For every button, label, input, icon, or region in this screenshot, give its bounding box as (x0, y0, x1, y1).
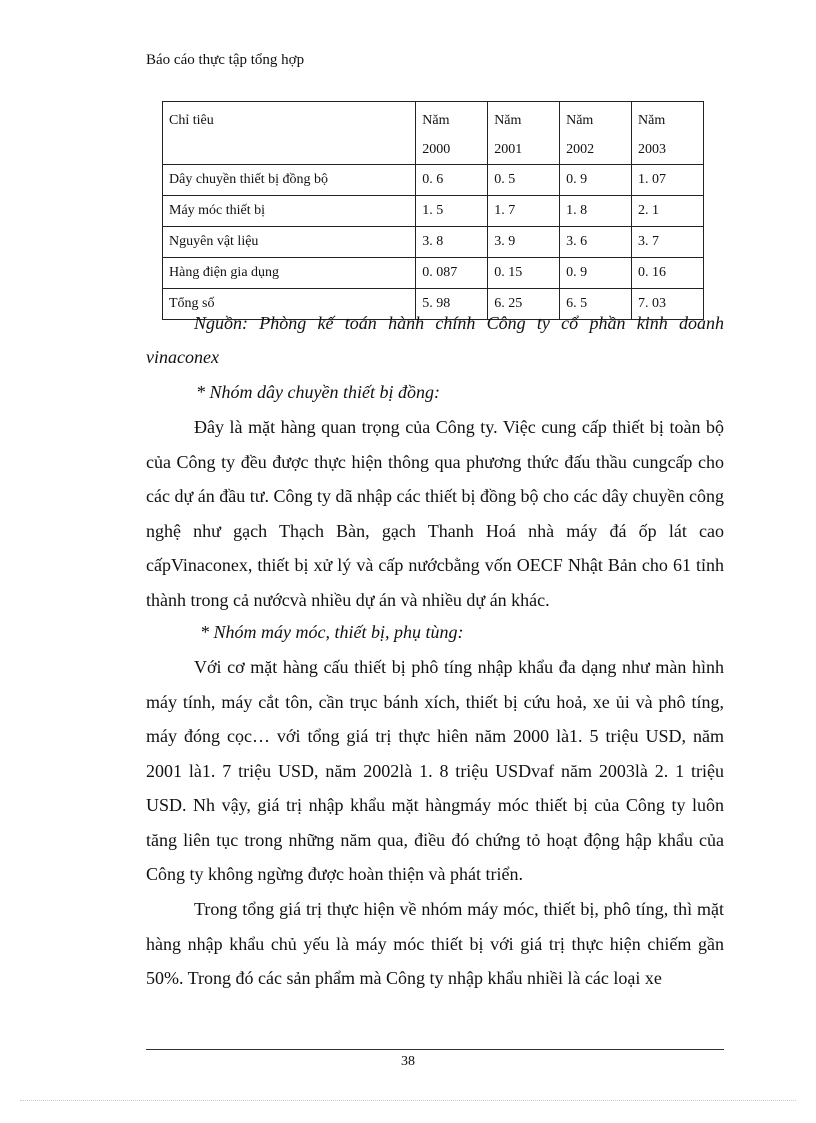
table-cell: 3. 7 (632, 227, 704, 258)
page-bottom-border (20, 1100, 796, 1101)
source-line-1: Nguồn: Phòng kế toán hành chính Công ty cổ phần kinh doanh (194, 313, 724, 333)
table-cell: 0. 087 (416, 258, 488, 289)
footer-divider (146, 1049, 724, 1050)
table-cell: 2. 1 (632, 196, 704, 227)
table-row (163, 227, 704, 258)
row-label: Nguyên vật liệu (163, 227, 416, 258)
source-line-2: vinaconex (146, 347, 219, 367)
table-cell: 5. 98 (416, 289, 488, 320)
table-row (163, 196, 704, 227)
row-label: Máy móc thiết bị (163, 196, 416, 227)
table-cell: 1. 5 (416, 196, 488, 227)
table-cell: 3. 9 (488, 227, 560, 258)
header-cell-indicator: Chỉ tiêu (163, 102, 416, 165)
table-cell: 0. 5 (488, 165, 560, 196)
table-cell: 0. 9 (560, 165, 632, 196)
row-label: Dây chuyền thiết bị đồng bộ (163, 165, 416, 196)
running-header: Báo cáo thực tập tổng hợp (146, 52, 305, 68)
table-cell: 1. 8 (560, 196, 632, 227)
paragraph-equipment-lines: Đây là mặt hàng quan trọng của Công ty. Việc cung cấp thiết bị toàn bộ của Công ty đều được thực hiện thông qua phương thức đấu thầu cungcấp cho các dự án đầu tư. Công ty dã nhập các thiết bị đồng bộ cho các dây chuyền công nghệ như gạch Thạch Bàn, gạch Thanh Hoá nhà máy đá ốp lát cao cấpVinaconex, thiết bị xử lý và cấp nướcbằng vốn OECF Nhật Bản cho 61 tỉnh thành trong cả nướcvà nhiều dự án và nhiều dự án khác. (146, 417, 724, 610)
paragraph-machinery: Với cơ mặt hàng cấu thiết bị phô tíng nhập khẩu đa dạng như màn hình máy tính, máy cắt tôn, cần trục bánh xích, thiết bị cứu hoả, xe ủi và phô tíng, máy đóng cọc… với tổng giá trị thực hiên năm 2000 là1. 5 triệu USD, năm 2001 là1. 7 triệu USD, năm 2002là 1. 8 triệu USDvaf năm 2003là 2. 1 triệu USD. Nh vậy, giá trị nhập khẩu mặt hàngmáy móc thiết bị của Công ty luôn tăng liên tục trong những năm qua, điều đó chứng tỏ hoạt động hập khẩu của Công ty không ngừng được hoàn thiện và phát triển. (146, 657, 724, 884)
table-cell: 0. 16 (632, 258, 704, 289)
table-row (163, 258, 704, 289)
table-cell: 6. 5 (560, 289, 632, 320)
table-cell: 6. 25 (488, 289, 560, 320)
section-heading-machinery: * Nhóm máy móc, thiết bị, phụ tùng: (200, 622, 464, 642)
header-cell-year: Năm 2001 (488, 102, 560, 165)
table-cell: 7. 03 (632, 289, 704, 320)
table-row (163, 165, 704, 196)
table-cell: 0. 15 (488, 258, 560, 289)
table-cell: 1. 7 (488, 196, 560, 227)
paragraph-machinery-share: Trong tổng giá trị thực hiện về nhóm máy móc, thiết bị, phô tíng, thì mặt hàng nhập khẩu chủ yếu là máy móc thiết bị với giá trị thực hiện chiếm gần 50%. Trong đó các sản phẩm mà Công ty nhập khẩu nhiềi là các loại xe (146, 899, 724, 988)
table-cell: 0. 6 (416, 165, 488, 196)
table-header-row (163, 102, 704, 165)
header-cell-year: Năm 2000 (416, 102, 488, 165)
header-cell-year: Năm 2002 (560, 102, 632, 165)
table-cell: 0. 9 (560, 258, 632, 289)
section-heading-equipment-lines: * Nhóm dây chuyền thiết bị đồng: (196, 382, 440, 402)
row-label: Tổng số (163, 289, 416, 320)
table-cell: 1. 07 (632, 165, 704, 196)
header-cell-year: Năm 2003 (632, 102, 704, 165)
import-value-table (162, 101, 704, 320)
table-cell: 3. 6 (560, 227, 632, 258)
table-cell: 3. 8 (416, 227, 488, 258)
row-label: Hàng điện gia dụng (163, 258, 416, 289)
page-number: 38 (401, 1054, 415, 1069)
